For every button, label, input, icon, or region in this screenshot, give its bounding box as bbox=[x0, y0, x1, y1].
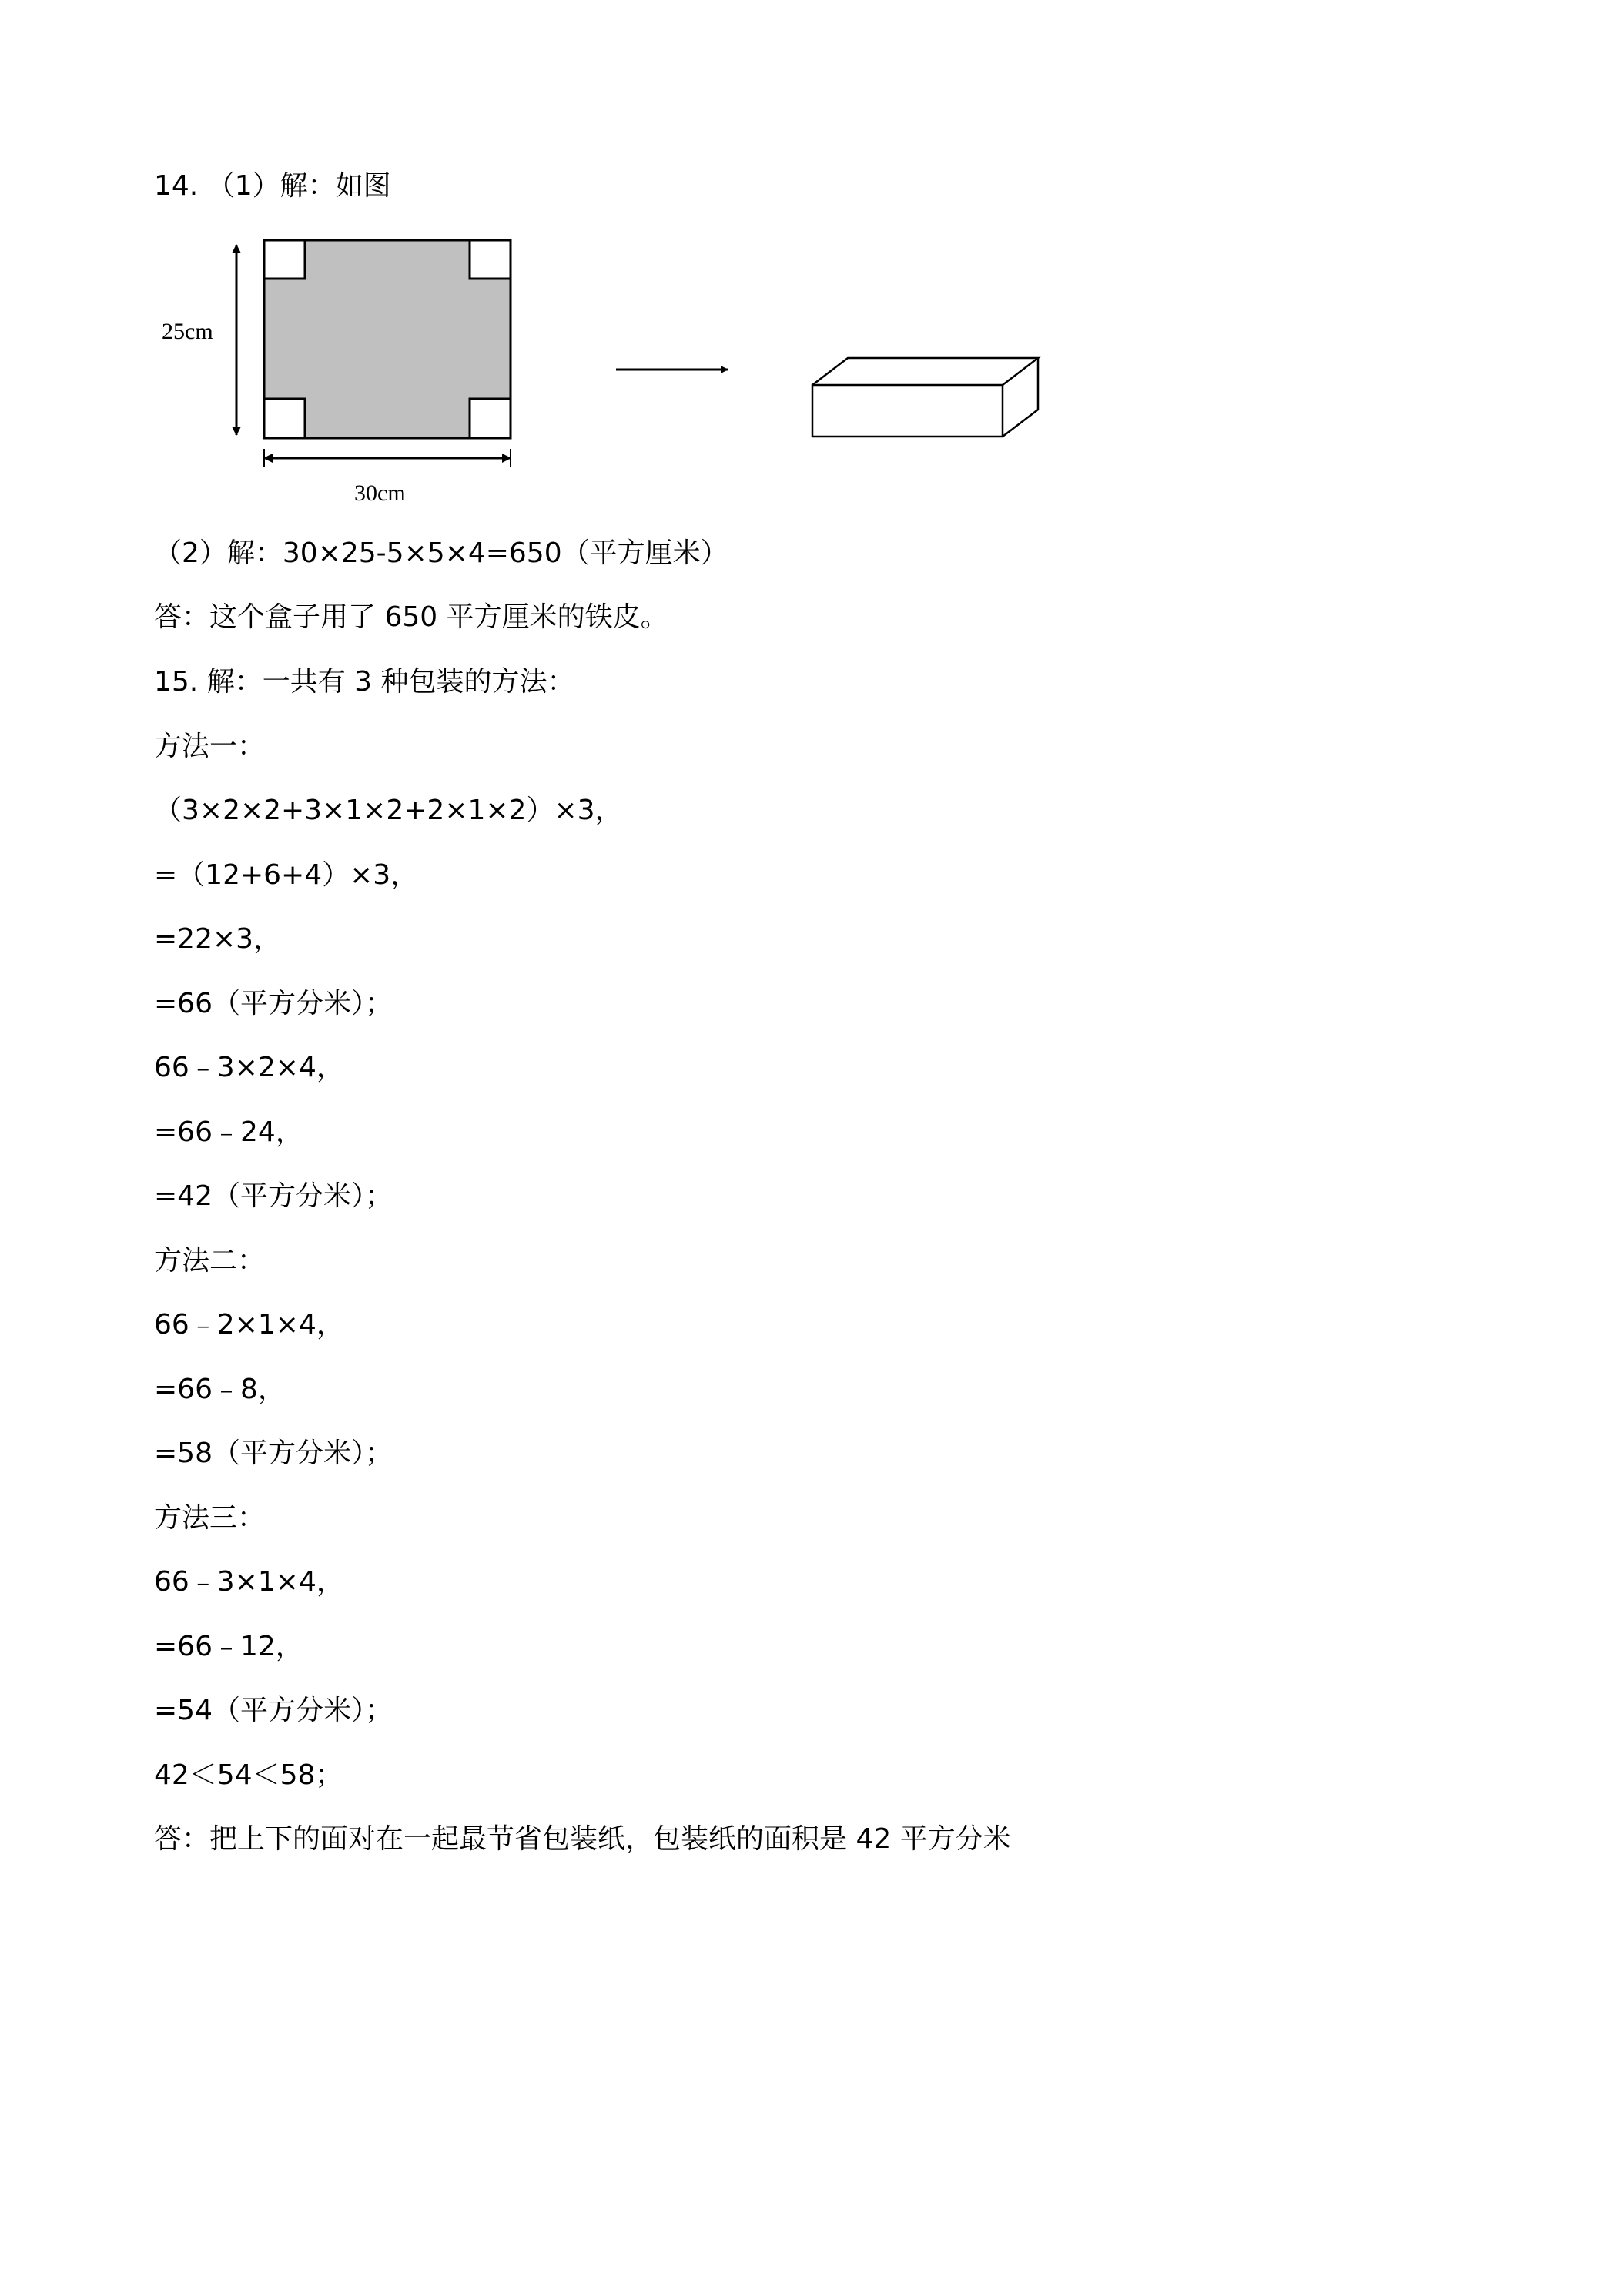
q15-line: =66（平方分米）； bbox=[154, 988, 393, 1019]
corner-cut-bottom-left bbox=[264, 399, 305, 438]
width-label: 30cm bbox=[354, 480, 406, 506]
width-dimension bbox=[264, 449, 511, 506]
corner-cut-bottom-right bbox=[470, 399, 511, 438]
q15-line: =42（平方分米）； bbox=[154, 1180, 393, 1212]
q15-line: =54（平方分米）； bbox=[154, 1695, 393, 1726]
q15-line: 方法二： bbox=[154, 1245, 266, 1277]
q15-line: =22×3， bbox=[154, 923, 282, 955]
corner-cut-top-right bbox=[470, 240, 511, 279]
q15-line: （3×2×2+3×1×2+2×1×2）×3， bbox=[154, 795, 623, 826]
height-dimension bbox=[162, 245, 236, 435]
corner-cut-top-left bbox=[264, 240, 305, 279]
q15-line: =（12+6+4）×3， bbox=[154, 859, 419, 891]
metal-sheet bbox=[264, 240, 511, 438]
box-drawing bbox=[812, 358, 1038, 437]
q15-line: 66﹣3×2×4， bbox=[154, 1052, 344, 1083]
q15-line: 15. 解：一共有 3 种包装的方法： bbox=[154, 666, 575, 698]
q15-line: 42＜54＜58； bbox=[154, 1759, 343, 1791]
q14-figure bbox=[0, 0, 1624, 539]
q14-answer: 答：这个盒子用了 650 平方厘米的铁皮。 bbox=[154, 601, 668, 633]
q14-part2: （2）解：30×25-5×5×4=650（平方厘米） bbox=[154, 537, 728, 569]
q15-line: =58（平方分米）； bbox=[154, 1438, 393, 1469]
q15-answer: 答：把上下的面对在一起最节省包装纸，包装纸的面积是 42 平方分米 bbox=[154, 1823, 1011, 1855]
q15-line: =66﹣24， bbox=[154, 1116, 303, 1148]
q15-line: 方法一： bbox=[154, 731, 266, 762]
q15-line: 66﹣3×1×4， bbox=[154, 1566, 344, 1598]
q15-line: =66﹣8， bbox=[154, 1374, 286, 1405]
q14-heading: 14. （1）解：如图 bbox=[154, 170, 391, 202]
q15-line: 方法三： bbox=[154, 1502, 266, 1534]
q15-line: =66﹣12， bbox=[154, 1631, 303, 1662]
q15-line: 66﹣2×1×4， bbox=[154, 1309, 344, 1340]
height-label: 25cm bbox=[162, 319, 213, 344]
